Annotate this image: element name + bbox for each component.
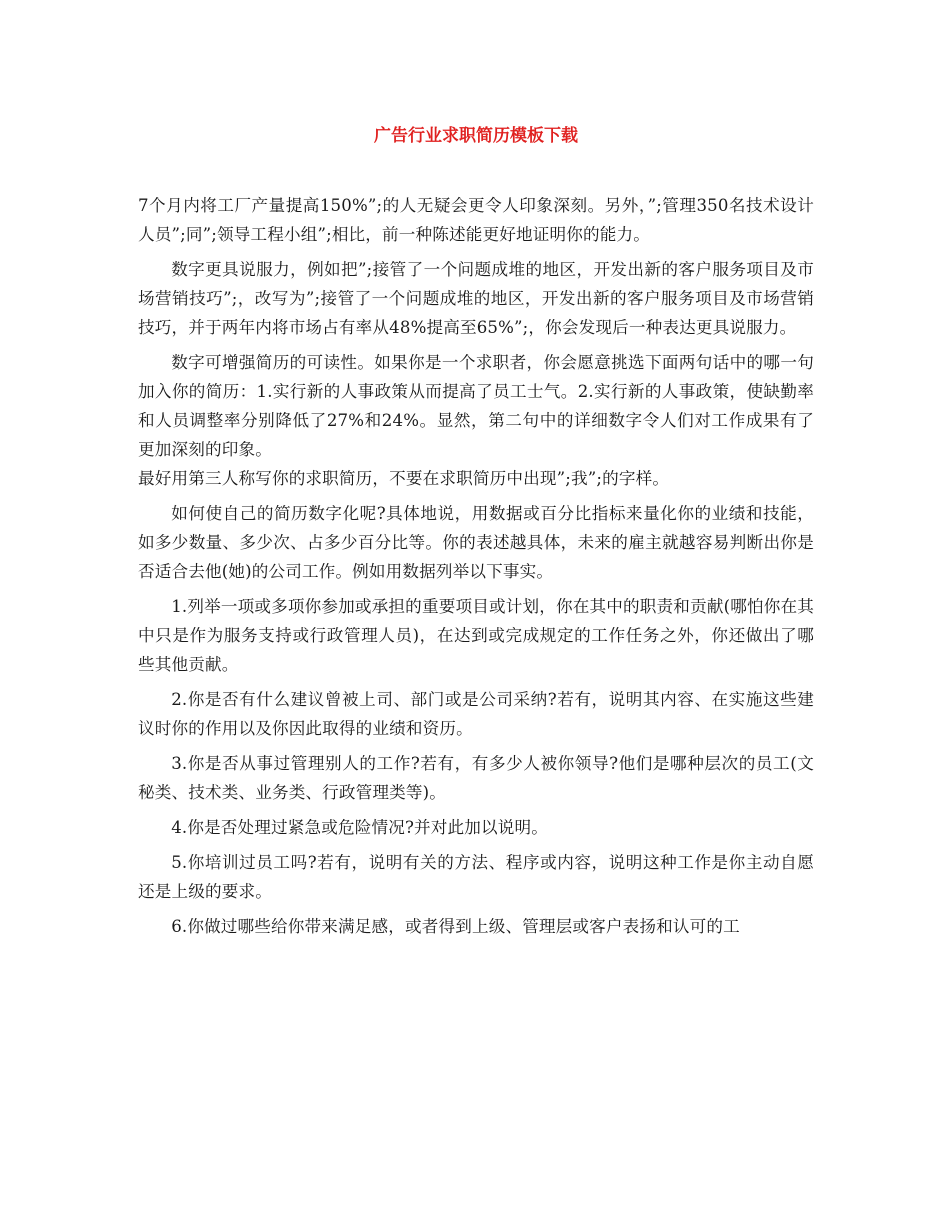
list-item-2: 2.你是否有什么建议曾被上司、部门或是公司采纳?若有，说明其内容、在实施这些建议时你的作用以及你因此取得的业绩和资历。 bbox=[138, 690, 814, 738]
document-body bbox=[138, 191, 814, 947]
list-item-6: 6.你做过哪些给你带来满足感，或者得到上级、管理层或客户表扬和认可的工 bbox=[171, 917, 740, 936]
list-item-1: 1.列举一项或多项你参加或承担的重要项目或计划，你在其中的职责和贡献(哪怕你在其中只是作为服务支持或行政管理人员)，在达到或完成规定的工作任务之外，你还做出了哪些其他贡献。 bbox=[138, 597, 814, 674]
list-item-4: 4.你是否处理过紧急或危险情况?并对此加以说明。 bbox=[171, 818, 548, 837]
paragraph-4: 最好用第三人称写你的求职简历，不要在求职简历中出现”;我”;的字样。 bbox=[138, 469, 670, 488]
list-item-5: 5.你培训过员工吗?若有，说明有关的方法、程序或内容，说明这种工作是你主动自愿还是上级的要求。 bbox=[138, 853, 814, 901]
document-page bbox=[138, 0, 814, 1230]
paragraph-1: 7个月内将工厂产量提高150%”;的人无疑会更令人印象深刻。另外，”;管理350名技术设计人员”;同”;领导工程小组”;相比，前一种陈述能更好地证明你的能力。 bbox=[138, 196, 814, 244]
paragraph-2: 数字更具说服力，例如把”;接管了一个问题成堆的地区，开发出新的客户服务项目及市场营销技巧”;，改写为”;接管了一个问题成堆的地区，开发出新的客户服务项目及市场营销技巧，并于两年内将市场占有率从48%提高至65%”;，你会发现后一种表达更具说服力。 bbox=[138, 260, 814, 337]
document-title: 广告行业求职简历模板下载 bbox=[374, 126, 578, 146]
paragraph-3: 数字可增强简历的可读性。如果你是一个求职者，你会愿意挑选下面两句话中的哪一句加入你的简历：1.实行新的人事政策从而提高了员工士气。2.实行新的人事政策，使缺勤率和人员调整率分别降低了27%和24%。显然，第二句中的详细数字令人们对工作成果有了更加深刻的印象。 bbox=[138, 353, 814, 459]
list-item-3: 3.你是否从事过管理别人的工作?若有，有多少人被你领导?他们是哪种层次的员工(文秘类、技术类、业务类、行政管理类等)。 bbox=[138, 754, 814, 802]
paragraph-5: 如何使自己的简历数字化呢?具体地说，用数据或百分比指标来量化你的业绩和技能，如多少数量、多少次、占多少百分比等。你的表述越具体，未来的雇主就越容易判断出你是否适合去他(她)的公司工作。例如用数据列举以下事实。 bbox=[138, 504, 814, 581]
